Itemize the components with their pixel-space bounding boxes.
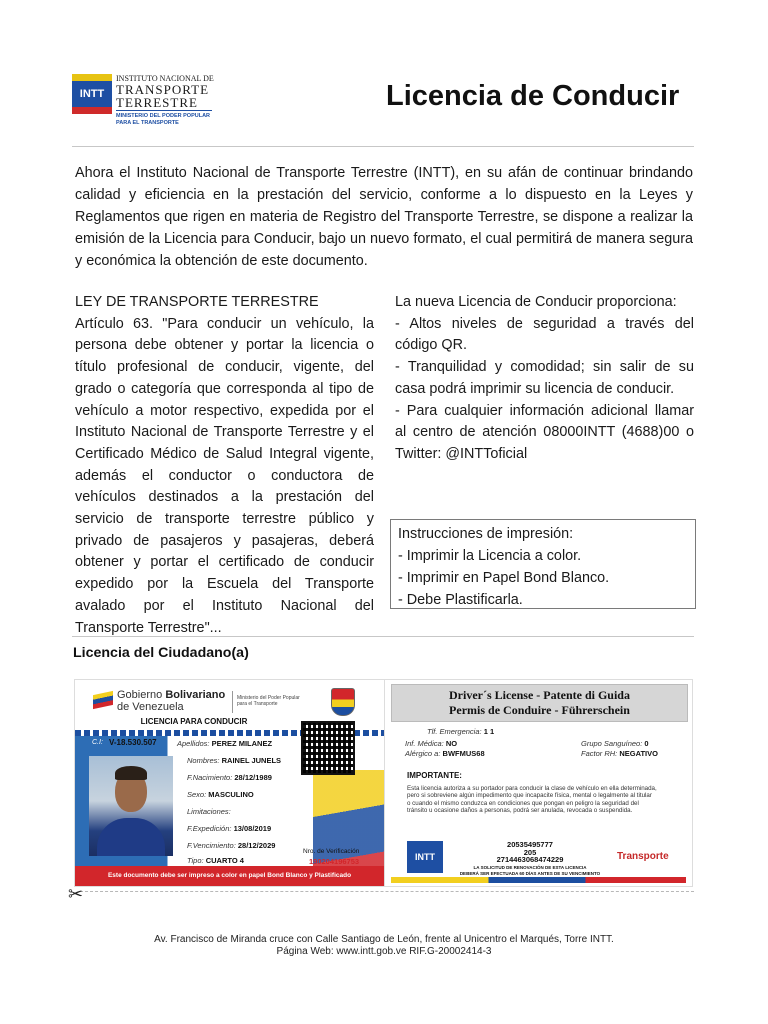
gov-line-2: de Venezuela [117, 701, 184, 713]
back-title-2: Permis de Conduire - Führerschein [449, 703, 630, 717]
intro-paragraph: Ahora el Instituto Nacional de Transporte Terrestre (INTT), en su afán de continuar brindando calidad y eficiencia en la prestación del servicio, conforme a lo dispuesto en la Leyes y Reglamentos que rigen en materia de Registro del Transporte Terrestre, se dispone a realizar la emisión de la Licencia para Conducir, bajo un nuevo formato, el cual permitirá de manera segura y económica la obtención de este documento. [75, 165, 693, 269]
logo-line-2: TRANSPORTE [116, 82, 210, 97]
section-divider [72, 636, 694, 637]
back-header [391, 684, 688, 722]
print-instruction-item: - Imprimir en Papel Bond Blanco. [398, 570, 610, 586]
important-text: Esta licencia autoriza a su portador para conducir la clase de vehículo en ella determinada, pero si sobreviene algún impedimento que incapacite física, mental o legalmente al titular o cuando el mismo conduzca en condiciones que pongan en peligro la seguridad del tránsito u ocasione daños a personas, podrá ser anulada, revocada o suspendida. [407, 785, 657, 814]
holder-photo [89, 756, 173, 856]
front-ministry-2: para el Transporte [237, 701, 278, 707]
renewal-note-1: LA SOLICITUD DE RENOVACIÓN DE ESTA LICENCIA [473, 865, 587, 870]
field-vencimiento: F.Vencimiento: 28/12/2029 [187, 841, 276, 850]
ci-label: C.I: [92, 739, 103, 746]
license-front-card [74, 679, 385, 887]
renewal-note-2: DEBERÁ SER EFECTUADA 60 DÍAS ANTES DE SU VENCIMIENTO [459, 871, 601, 876]
license-subtitle: LICENCIA PARA CONDUCIR [140, 717, 248, 726]
field-nacimiento: F.Nacimiento: 28/12/1989 [187, 773, 272, 782]
field-factor-rh: Factor RH: NEGATIVO [581, 749, 658, 758]
ci-value: V-18.530.507 [109, 738, 157, 747]
verification-label: Nro. de Verificación [303, 848, 360, 855]
back-code-3: 2714463068474229 [496, 855, 564, 864]
intt-logo-badge: INTT [72, 74, 112, 114]
print-instruction-item: - Imprimir la Licencia a color. [398, 548, 582, 564]
benefits-section [395, 292, 694, 466]
back-code-1: 20535495777 [507, 840, 553, 849]
coat-of-arms-icon [331, 688, 355, 716]
law-heading: LEY DE TRANSPORTE TERRESTRE [75, 294, 319, 310]
page-footer [100, 934, 668, 958]
logo-divider [116, 110, 212, 111]
print-instructions-heading: Instrucciones de impresión: [398, 526, 574, 542]
print-instruction-item: - Debe Plastificarla. [398, 592, 523, 608]
field-info-medica: Inf. Médica: NO [405, 739, 458, 748]
license-heading: Licencia del Ciudadano(a) [73, 645, 249, 661]
cut-line [80, 891, 694, 892]
footer-web: Página Web: www.intt.gob.ve RIF.G-20002414-3 [276, 946, 492, 957]
gobierno-logo [93, 689, 233, 715]
field-emergencia: Tlf. Emergencia: 1 1 [427, 727, 495, 736]
benefit-item: - Altos niveles de seguridad a través del código QR. [395, 315, 694, 354]
logo-ministry-2: PARA EL TRANSPORTE [116, 120, 179, 126]
field-expedicion: F.Expedición: 13/08/2019 [187, 824, 272, 833]
logo-ministry-1: MINISTERIO DEL PODER POPULAR [116, 113, 211, 119]
field-sexo: Sexo: MASCULINO [187, 790, 254, 799]
field-nombres: Nombres: RAINEL JUNELS [187, 756, 282, 765]
important-title: IMPORTANTE: [407, 771, 462, 780]
print-instructions-box [390, 519, 696, 609]
gov-line-1a: Gobierno [117, 689, 166, 701]
benefit-item: - Tranquilidad y comodidad; sin salir de su casa podrá imprimir su licencia de conducir. [395, 359, 694, 397]
header-divider [72, 146, 694, 147]
intt-badge: INTT [407, 841, 443, 873]
back-title-1: Driver´s License - Patente di Guida [449, 688, 630, 702]
back-code-2: 205 [523, 848, 537, 857]
front-footer-banner: Este documento debe ser impreso a color en papel Bond Blanco y Plastificado [75, 866, 384, 886]
logo-line-3: TERRESTRE [116, 95, 198, 110]
front-ministry-1: Ministerio del Poder Popular [237, 695, 300, 701]
license-back-card [384, 679, 693, 887]
field-grupo-sanguineo: Grupo Sanguíneo: 0 [581, 739, 649, 748]
field-limitaciones: Limitaciones: [187, 807, 231, 816]
qr-code [301, 721, 355, 775]
intt-logo [72, 74, 214, 132]
benefits-heading: La nueva Licencia de Conducir proporciona: [395, 294, 677, 310]
scissors-icon: ✂ [68, 884, 84, 904]
benefit-item: - Para cualquier información adicional llamar al centro de atención 08000INTT (4688)00 o Twitter: @INTToficial [395, 402, 694, 462]
law-section [75, 292, 374, 639]
page-title: Licencia de Conducir [386, 80, 680, 112]
gov-separator [232, 691, 233, 713]
logo-line-1: INSTITUTO NACIONAL DE [116, 74, 214, 83]
footer-address: Av. Francisco de Miranda cruce con Calle Santiago de León, frente al Unicentro el Marqués, Torre INTT. [154, 934, 614, 945]
field-tipo: Tipo: CUARTO 4 [187, 856, 244, 865]
field-alergico: Alérgico a: BWFMUS68 [405, 749, 485, 758]
field-apellidos: Apellidos: PEREZ MILANEZ [177, 739, 273, 748]
flag-stripe [391, 877, 686, 883]
transporte-logo: Transporte [617, 851, 669, 862]
law-article: Artículo 63. "Para conducir un vehículo, la persona debe obtener y portar la licencia o título profesional de conducir, vigente, del grado o categoría que corresponda al tipo de vehículo a motor respectivo, expedida por el Instituto Nacional de Transporte Terrestre y el Certificado Médico de Salud Integral vigente, además el conductor o conductora de vehículos destinados a la prestación del servicio de transporte terrestre público y privado de pasajeros y pasajeras, deberá obtener y portar el certificado de conducir expedido por la Escuela del Transporte avalado por el Instituto Nacional del Transporte Terrestre"... [75, 315, 374, 636]
venezuela-flag-icon [93, 691, 113, 709]
gov-line-1b: Bolivariano [165, 689, 226, 701]
verification-number: 190204196753 [309, 857, 360, 866]
